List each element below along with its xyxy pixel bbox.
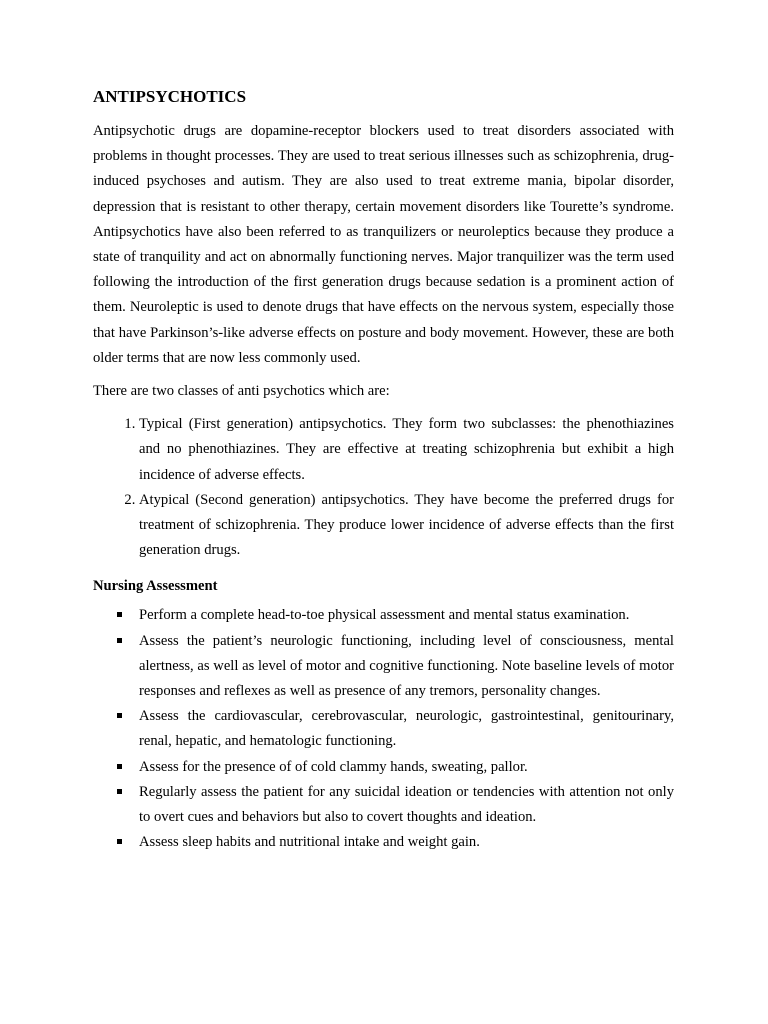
square-bullet-icon	[117, 764, 122, 769]
section-heading: Nursing Assessment	[93, 578, 218, 595]
square-bullet-icon	[117, 638, 122, 643]
list-item: 2. Atypical (Second generation) antipsychotics. They have become the preferred drugs for treatment of schizophrenia. They produce lower incidence of adverse effects than the first generation drugs.	[139, 488, 674, 564]
list-item-text: Assess for the presence of of cold clammy hands, sweating, pallor.	[139, 758, 528, 775]
list-item-text: Perform a complete head-to-toe physical assessment and mental status examination.	[139, 607, 630, 624]
list-item	[139, 629, 674, 705]
classes-intro: There are two classes of anti psychotics which are:	[93, 383, 390, 400]
list-item: 1. Typical (First generation) antipsychotics. They form two subclasses: the phenothiazines and no phenothiazines. They are effective at treating schizophrenia but exhibit a high incidence of adverse effects.	[139, 412, 674, 488]
list-item-text: Assess the patient’s neurologic functioning, including level of consciousness, mental alertness, as well as level of motor and cognitive functioning. Note baseline levels of motor responses and reflexes as well as presence of any tremors, personality changes.	[139, 632, 674, 700]
square-bullet-icon	[117, 713, 122, 718]
classes-list	[93, 412, 674, 563]
document-page	[93, 86, 674, 855]
intro-paragraph: Antipsychotic drugs are dopamine-receptor blockers used to treat disorders associated with problems in thought processes. They are used to treat serious illnesses such as schizophrenia, drug-induced psychoses and autism. They are also used to treat extreme mania, bipolar disorder, depression that is resistant to other therapy, certain movement disorders like Tourette’s syndrome. Antipsychotics have also been referred to as tranquilizers or neuroleptics because they produce a state of tranquility and act on abnormally functioning nerves. Major tranquilizer was the term used following the introduction of the first generation drugs because sedation is a prominent action of them. Neuroleptic is used to denote drugs that have effects on the nervous system, especially those that have Parkinson’s-like adverse effects on posture and body movement. However, these are both older terms that are now less commonly used.	[93, 123, 674, 366]
nursing-assessment-list	[93, 603, 674, 855]
page-title: ANTIPSYCHOTICS	[93, 87, 247, 106]
list-item	[139, 704, 674, 754]
square-bullet-icon	[117, 789, 122, 794]
list-item	[139, 603, 674, 628]
list-item	[139, 780, 674, 830]
list-item	[139, 830, 674, 855]
list-item-text: Assess the cardiovascular, cerebrovascular, neurologic, gastrointestinal, genitourinary, renal, hepatic, and hematologic functioning.	[139, 708, 674, 750]
list-item	[139, 755, 674, 780]
list-item-text: Assess sleep habits and nutritional intake and weight gain.	[139, 834, 480, 851]
list-item-text: Regularly assess the patient for any suicidal ideation or tendencies with attention not only to overt cues and behaviors but also to covert thoughts and ideation.	[139, 783, 674, 826]
square-bullet-icon	[117, 612, 122, 617]
square-bullet-icon	[117, 839, 122, 844]
